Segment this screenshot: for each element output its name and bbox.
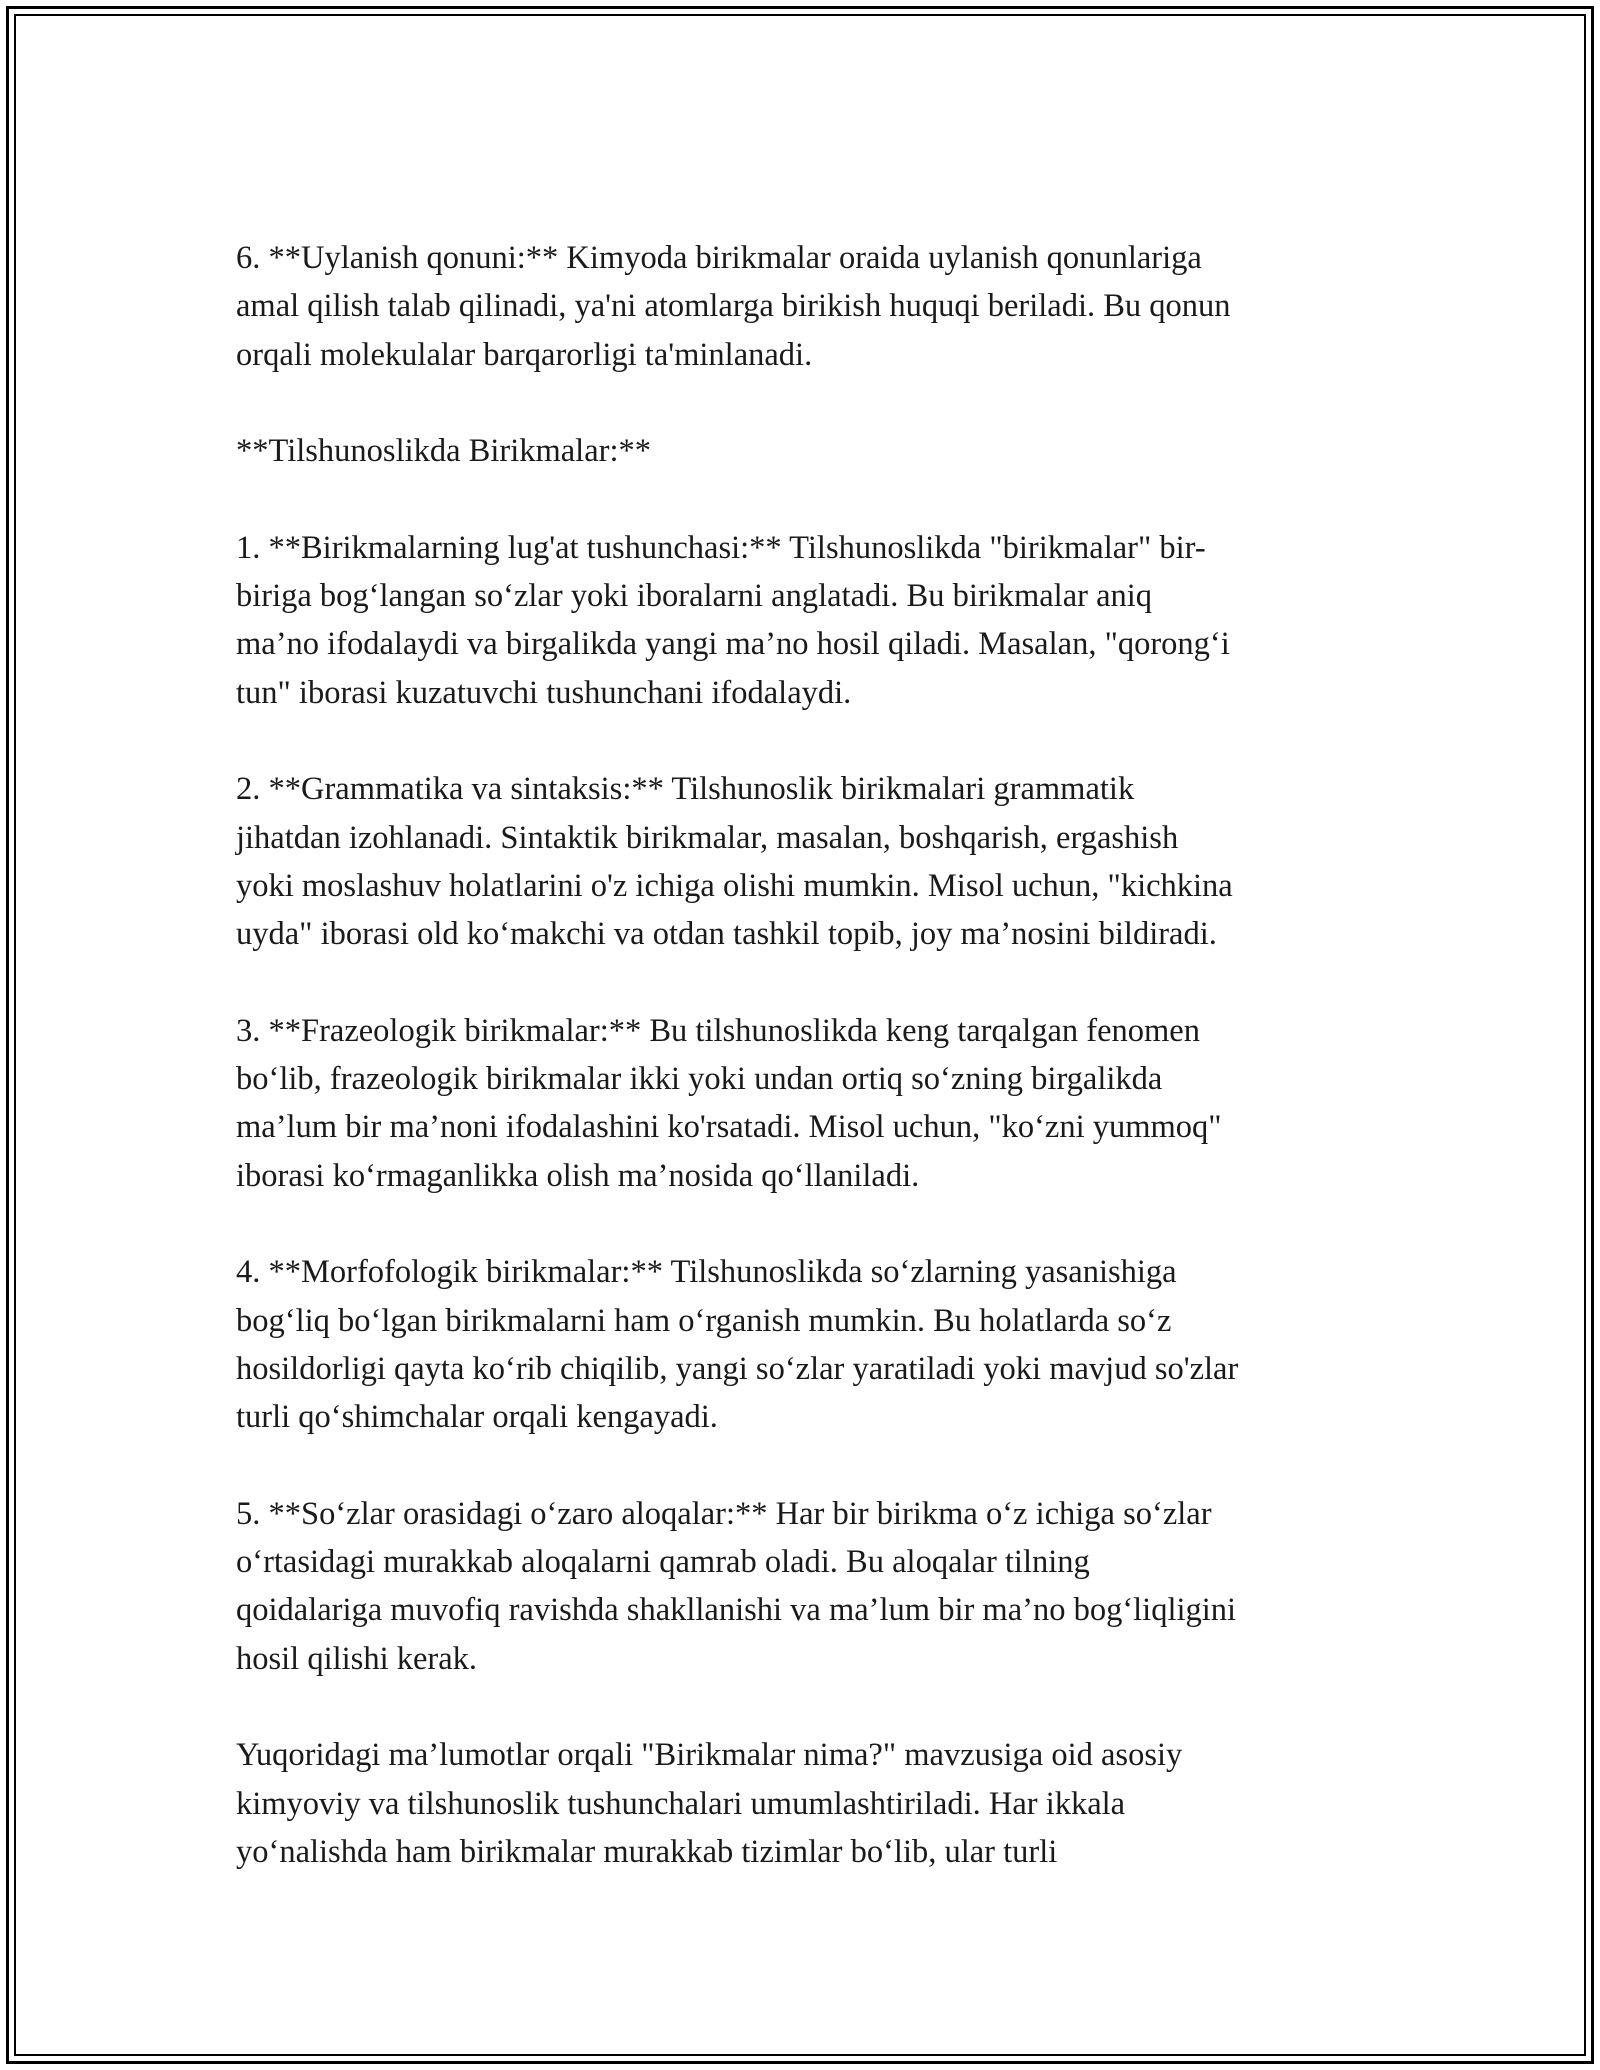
text-line: o‘rtasidagi murakkab aloqalarni qamrab oladi. Bu aloqalar tilning [236, 1544, 1090, 1581]
paragraph-item-4-morfofologik [236, 1248, 1376, 1441]
paragraph-item-6-uylanish-qonuni [236, 234, 1376, 379]
text-line: yoki moslashuv holatlarini o'z ichiga olishi mumkin. Misol uchun, "kichkina [236, 867, 1233, 904]
section-heading-tilshunoslikda-birikmalar [236, 427, 1376, 475]
text-line: hosildorligi qayta ko‘rib chiqilib, yangi so‘zlar yaratiladi yoki mavjud so'zlar [236, 1350, 1239, 1387]
text-line: yo‘nalishda ham birikmalar murakkab tizimlar bo‘lib, ular turli [236, 1833, 1058, 1870]
text-line: 4. **Morfofologik birikmalar:** Tilshunoslikda so‘zlarning yasanishiga [236, 1254, 1177, 1291]
text-line: kimyoviy va tilshunoslik tushunchalari umumlashtiriladi. Har ikkala [236, 1785, 1126, 1822]
text-line: biriga bog‘langan so‘zlar yoki iboralarni anglatadi. Bu birikmalar aniq [236, 578, 1153, 615]
text-line: uyda" iborasi old ko‘makchi va otdan tashkil topib, joy ma’nosini bildiradi. [236, 916, 1217, 953]
paragraph-item-1-lugat-tushunchasi [236, 524, 1376, 717]
paragraph-item-5-ozaro-aloqalar [236, 1490, 1376, 1683]
heading-line: **Tilshunoslikda Birikmalar:** [236, 433, 651, 470]
text-line: 5. **So‘zlar orasidagi o‘zaro aloqalar:** Har bir birikma o‘z ichiga so‘zlar [236, 1495, 1212, 1532]
text-line: ma’no ifodalaydi va birgalikda yangi ma’no hosil qiladi. Masalan, "qorong‘i [236, 626, 1230, 663]
paragraph-conclusion [236, 1731, 1376, 1876]
text-line: ma’lum bir ma’noni ifodalashini ko'rsatadi. Misol uchun, "ko‘zni yummoq" [236, 1109, 1222, 1146]
text-line: hosil qilishi kerak. [236, 1640, 478, 1677]
text-line: bog‘liq bo‘lgan birikmalarni ham o‘rganish mumkin. Bu holatlarda so‘z [236, 1302, 1172, 1339]
text-line: iborasi ko‘rmaganlikka olish ma’nosida qo‘llaniladi. [236, 1157, 920, 1194]
paragraph-item-2-grammatika [236, 765, 1376, 958]
text-line: 2. **Grammatika va sintaksis:** Tilshunoslik birikmalari grammatik [236, 771, 1135, 808]
text-line: 1. **Birikmalarning lug'at tushunchasi:** Tilshunoslikda "birikmalar" bir- [236, 529, 1206, 566]
text-line: jihatdan izohlanadi. Sintaktik birikmalar, masalan, boshqarish, ergashish [236, 819, 1179, 856]
paragraph-item-3-frazeologik [236, 1007, 1376, 1200]
document-body [236, 234, 1376, 1876]
text-line: turli qo‘shimchalar orqali kengayadi. [236, 1399, 718, 1436]
text-line: orqali molekulalar barqarorligi ta'minlanadi. [236, 336, 813, 373]
text-line: bo‘lib, frazeologik birikmalar ikki yoki undan ortiq so‘zning birgalikda [236, 1061, 1163, 1098]
text-line: 3. **Frazeologik birikmalar:** Bu tilshunoslikda keng tarqalgan fenomen [236, 1012, 1200, 1049]
text-line: Yuqoridagi ma’lumotlar orqali "Birikmalar nima?" mavzusiga oid asosiy [236, 1737, 1183, 1774]
text-line: 6. **Uylanish qonuni:** Kimyoda birikmalar oraida uylanish qonunlariga [236, 240, 1202, 276]
text-line: tun" iborasi kuzatuvchi tushunchani ifodalaydi. [236, 674, 852, 711]
text-line: qoidalariga muvofiq ravishda shakllanishi va ma’lum bir ma’no bog‘liqligini [236, 1592, 1237, 1629]
text-line: amal qilish talab qilinadi, ya'ni atomlarga birikish huquqi beriladi. Bu qonun [236, 288, 1231, 325]
